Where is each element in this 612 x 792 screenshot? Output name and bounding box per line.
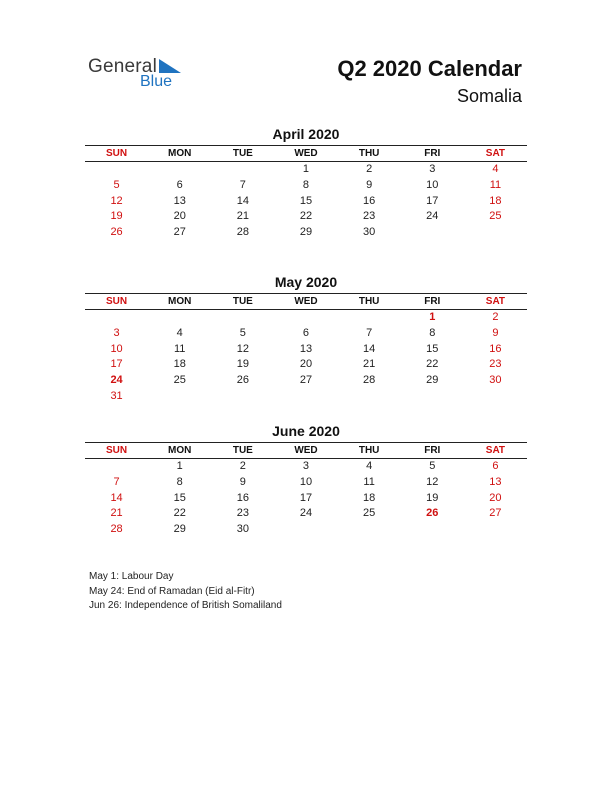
- day-cell: 19: [426, 491, 439, 504]
- week-row: [85, 209, 527, 225]
- day-cell: 29: [426, 374, 439, 387]
- day-cell: 24: [426, 210, 439, 223]
- day-cell: 2: [492, 311, 499, 323]
- day-cell: 29: [299, 226, 313, 239]
- weekday-header: SUN: [106, 148, 128, 159]
- day-cell: 20: [299, 358, 313, 371]
- weekday-header: MON: [168, 296, 192, 307]
- weekday-header: SAT: [485, 296, 506, 307]
- empty-day-cell: [148, 310, 211, 326]
- week-row: [85, 342, 527, 358]
- empty-day-cell: [211, 389, 274, 405]
- day-cell: 1: [176, 460, 183, 472]
- day-cell: 30: [236, 523, 249, 536]
- day-cell: 11: [489, 178, 502, 191]
- week-row: [85, 194, 527, 210]
- day-cell: 28: [363, 374, 376, 387]
- day-cell: 18: [173, 358, 186, 371]
- day-cell: 19: [110, 210, 123, 223]
- day-cell: 25: [363, 507, 376, 520]
- week-row: [85, 506, 527, 522]
- page-title: Q2 2020 Calendar: [337, 56, 522, 81]
- month-may-2020: [85, 273, 527, 405]
- empty-day-cell: [274, 310, 337, 326]
- day-cell: 22: [299, 210, 313, 223]
- day-cell: 20: [173, 210, 186, 223]
- blue-triangle-flag-icon: [159, 59, 181, 73]
- day-cell: 28: [236, 226, 249, 239]
- empty-day-cell: [85, 162, 148, 178]
- month-title: May 2020: [274, 274, 338, 290]
- day-cell: 26: [426, 507, 439, 520]
- day-cell: 2: [239, 460, 246, 472]
- day-cell: 9: [492, 326, 499, 339]
- empty-day-cell: [464, 522, 527, 538]
- day-cell: 16: [489, 342, 502, 355]
- day-cell: 11: [174, 342, 186, 355]
- weekday-header: TUE: [232, 148, 253, 159]
- weekday-header: WED: [294, 445, 318, 456]
- logo-text-blue: Blue: [140, 73, 173, 90]
- weekday-header: SAT: [485, 148, 506, 159]
- empty-day-cell: [464, 225, 527, 241]
- weekday-header: THU: [358, 296, 380, 307]
- weekday-header: TUE: [232, 296, 253, 307]
- day-cell: 27: [299, 374, 313, 387]
- day-cell: 30: [363, 226, 376, 239]
- day-cell: 13: [299, 342, 313, 355]
- day-cell: 21: [110, 507, 123, 520]
- day-cell: 18: [489, 194, 502, 207]
- month-june-2020: [85, 422, 527, 538]
- day-cell: 23: [489, 358, 502, 371]
- month-title: April 2020: [272, 126, 340, 142]
- day-cell: 14: [110, 491, 123, 504]
- weekday-header: THU: [358, 445, 380, 456]
- empty-day-cell: [274, 522, 337, 538]
- weekday-header: SUN: [106, 445, 128, 456]
- day-cell: 5: [239, 326, 246, 339]
- week-row: [85, 373, 527, 389]
- day-cell: 21: [236, 210, 249, 223]
- day-cell: 4: [492, 163, 499, 175]
- day-cell: 24: [299, 507, 313, 520]
- day-cell: 7: [113, 475, 120, 488]
- weekday-header: SUN: [106, 296, 128, 307]
- country-name: Somalia: [456, 86, 522, 106]
- day-cell: 20: [489, 491, 502, 504]
- weekday-header-row: [85, 293, 527, 310]
- month-title: June 2020: [272, 423, 340, 439]
- day-cell: 17: [299, 491, 313, 504]
- weekday-header-row: [85, 145, 527, 162]
- day-cell: 4: [366, 460, 373, 472]
- week-row: [85, 459, 527, 475]
- day-cell: 12: [110, 194, 123, 207]
- empty-day-cell: [338, 389, 401, 405]
- empty-day-cell: [85, 459, 148, 475]
- day-cell: 15: [426, 342, 439, 355]
- week-row: [85, 491, 527, 507]
- day-cell: 9: [366, 178, 373, 191]
- day-cell: 27: [489, 507, 502, 520]
- generalblue-logo: [88, 56, 188, 92]
- logo-text-general: General: [88, 56, 157, 77]
- month-april-2020: [85, 125, 527, 241]
- day-cell: 8: [176, 475, 183, 488]
- weekday-header: FRI: [424, 148, 441, 159]
- day-cell: 18: [363, 491, 376, 504]
- day-cell: 5: [429, 460, 436, 472]
- day-cell: 11: [363, 475, 375, 488]
- empty-day-cell: [464, 389, 527, 405]
- weekday-header: WED: [294, 296, 318, 307]
- day-cell: 25: [489, 210, 502, 223]
- day-cell: 12: [426, 475, 439, 488]
- day-cell: 15: [299, 194, 313, 207]
- day-cell: 22: [426, 358, 439, 371]
- day-cell: 19: [236, 358, 249, 371]
- empty-day-cell: [274, 389, 337, 405]
- day-cell: 24: [110, 374, 123, 387]
- holiday-item: May 24: End of Ramadan (Eid al-Fitr): [89, 585, 255, 597]
- weekday-header: MON: [168, 148, 192, 159]
- day-cell: 1: [302, 163, 310, 175]
- day-cell: 10: [299, 475, 313, 488]
- empty-day-cell: [401, 225, 464, 241]
- empty-day-cell: [85, 310, 148, 326]
- week-row: [85, 162, 527, 178]
- day-cell: 8: [429, 326, 436, 339]
- empty-day-cell: [148, 162, 211, 178]
- day-cell: 14: [236, 194, 249, 207]
- day-cell: 3: [113, 326, 120, 339]
- day-cell: 7: [366, 326, 373, 339]
- day-cell: 12: [236, 342, 249, 355]
- day-cell: 6: [176, 178, 183, 191]
- day-cell: 8: [302, 178, 310, 191]
- empty-day-cell: [401, 522, 464, 538]
- empty-day-cell: [211, 310, 274, 326]
- weekday-header: FRI: [424, 296, 441, 307]
- day-cell: 1: [429, 311, 436, 323]
- week-row: [85, 475, 527, 491]
- weekday-header: THU: [358, 148, 380, 159]
- empty-day-cell: [211, 162, 274, 178]
- empty-day-cell: [338, 310, 401, 326]
- day-cell: 21: [363, 358, 376, 371]
- empty-day-cell: [401, 389, 464, 405]
- day-cell: 25: [173, 374, 186, 387]
- day-cell: 14: [363, 342, 376, 355]
- day-cell: 3: [302, 460, 310, 472]
- day-cell: 27: [173, 226, 186, 239]
- day-cell: 23: [236, 507, 249, 520]
- empty-day-cell: [338, 522, 401, 538]
- weekday-header: SAT: [485, 445, 506, 456]
- day-cell: 23: [363, 210, 376, 223]
- day-cell: 16: [236, 491, 249, 504]
- day-cell: 2: [366, 163, 373, 175]
- day-cell: 17: [110, 358, 123, 371]
- day-cell: 5: [113, 178, 120, 191]
- weekday-header: FRI: [424, 445, 441, 456]
- day-cell: 10: [110, 342, 123, 355]
- day-cell: 31: [110, 389, 123, 402]
- day-cell: 13: [489, 475, 502, 488]
- weekday-header-row: [85, 442, 527, 459]
- holiday-list: [89, 570, 282, 614]
- day-cell: 3: [429, 163, 436, 175]
- empty-day-cell: [148, 389, 211, 405]
- weekday-header: TUE: [232, 445, 253, 456]
- day-cell: 29: [173, 523, 186, 536]
- weekday-header: MON: [168, 445, 192, 456]
- day-cell: 28: [110, 523, 123, 536]
- week-row: [85, 357, 527, 373]
- day-cell: 30: [489, 374, 502, 387]
- day-cell: 26: [236, 374, 249, 387]
- day-cell: 6: [302, 326, 310, 339]
- day-cell: 16: [363, 194, 376, 207]
- day-cell: 6: [492, 460, 499, 472]
- day-cell: 7: [239, 178, 246, 191]
- weekday-header: WED: [294, 148, 318, 159]
- week-row: [85, 178, 527, 194]
- holiday-item: Jun 26: Independence of British Somaliland: [89, 600, 282, 611]
- day-cell: 26: [110, 226, 123, 239]
- day-cell: 9: [239, 475, 246, 488]
- day-cell: 13: [173, 194, 186, 207]
- day-cell: 10: [426, 178, 439, 191]
- day-cell: 4: [176, 326, 183, 339]
- week-row: [85, 389, 527, 405]
- week-row: [85, 225, 527, 241]
- day-cell: 15: [173, 491, 186, 504]
- week-row: [85, 326, 527, 342]
- week-row: [85, 522, 527, 538]
- day-cell: 17: [426, 194, 439, 207]
- day-cell: 22: [173, 507, 186, 520]
- holiday-item: May 1: Labour Day: [89, 571, 174, 582]
- week-row: [85, 310, 527, 326]
